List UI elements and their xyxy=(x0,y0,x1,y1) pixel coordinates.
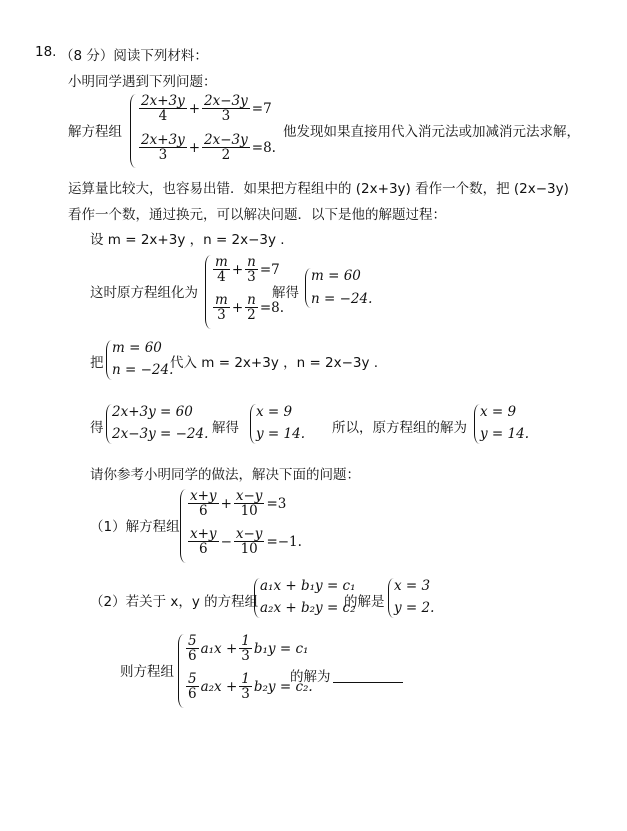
q1-eq2: $\frac{x+y}{6}$ − $\frac{x-y}{10}$ =−1. xyxy=(190,526,302,558)
para1-line1: 运算量比较大，也容易出错．如果把方程组中的 (2x+3y) 看作一个数，把 (2x−3y) xyxy=(68,181,569,197)
problem-lead: 解方程组 xyxy=(68,124,122,140)
step3-sys2: n = −24. xyxy=(112,362,174,378)
step4-mid2: 所以，原方程组的解为 xyxy=(332,420,467,436)
answer-blank[interactable] xyxy=(333,664,403,683)
q2-sol1: x = 3 xyxy=(394,578,431,594)
q2-eq2: $\frac{5}{6}$ a₂x + $\frac{1}{3}$ b₂y = c₂. xyxy=(188,671,313,703)
step2-eq2: $\frac{m}{3}$ + $\frac{n}{2}$ =8. xyxy=(215,292,285,324)
step2-lead: 这时原方程组化为 xyxy=(90,285,198,301)
problem-brace xyxy=(130,94,137,168)
q2-eq1: $\frac{5}{6}$ a₁x + $\frac{1}{3}$ b₁y = c₁ xyxy=(188,633,309,665)
problem-eq2: $\frac{2x+3y}{3}$ + $\frac{2x-3y}{2}$ =8. xyxy=(141,132,276,164)
q2-ask: 的解为 xyxy=(290,669,331,685)
step4-ans2: y = 14. xyxy=(480,426,529,442)
q2-sol2: y = 2. xyxy=(394,600,435,616)
q2-label: （2）若关于 x，y 的方程组 xyxy=(90,594,259,610)
intro-text: 小明同学遇到下列问题： xyxy=(68,74,217,90)
step4-sol2: y = 14. xyxy=(256,426,305,442)
problem-eq1: $\frac{2x+3y}{4}$ + $\frac{2x-3y}{3}$ =7 xyxy=(141,93,272,125)
question-score: （8 分）阅读下列材料： xyxy=(60,48,208,64)
step1-substitution: 设 m = 2x+3y ，n = 2x−3y . xyxy=(90,232,285,248)
q1-eq1: $\frac{x+y}{6}$ + $\frac{x-y}{10}$ =3 xyxy=(190,488,287,520)
q1-label: （1）解方程组 xyxy=(90,519,180,535)
step4-sol1: x = 9 xyxy=(256,404,293,420)
step4-sys2: 2x−3y = −24. xyxy=(112,426,209,442)
step2-eq1: $\frac{m}{4}$ + $\frac{n}{3}$ =7 xyxy=(215,254,280,286)
step4-sys1: 2x+3y = 60 xyxy=(112,404,193,420)
para1-line2: 看作一个数，通过换元，可以解决问题．以下是他的解题过程： xyxy=(68,207,446,223)
step3-lead: 把 xyxy=(90,355,104,371)
q2-mid: 的解是 xyxy=(344,594,385,610)
question-number: 18. xyxy=(35,44,57,60)
step2-mid: 解得 xyxy=(272,285,299,301)
step4-lead: 得 xyxy=(90,420,104,436)
instruction-text: 请你参考小明同学的做法，解决下面的问题： xyxy=(90,467,360,483)
step4-ans1: x = 9 xyxy=(480,404,517,420)
step4-mid: 解得 xyxy=(212,420,239,436)
problem-tail: 他发现如果直接用代入消元法或加减消元法求解， xyxy=(283,124,580,140)
q2-sys2: a₂x + b₂y = c₂ xyxy=(260,600,356,616)
q2-lead2: 则方程组 xyxy=(120,664,174,680)
q2-sys1: a₁x + b₁y = c₁ xyxy=(260,578,356,594)
step2-sol2: n = −24. xyxy=(311,291,373,307)
step3-tail: 代入 m = 2x+3y ，n = 2x−3y . xyxy=(170,355,379,371)
step2-sol1: m = 60 xyxy=(311,268,361,284)
step3-sys1: m = 60 xyxy=(112,340,162,356)
